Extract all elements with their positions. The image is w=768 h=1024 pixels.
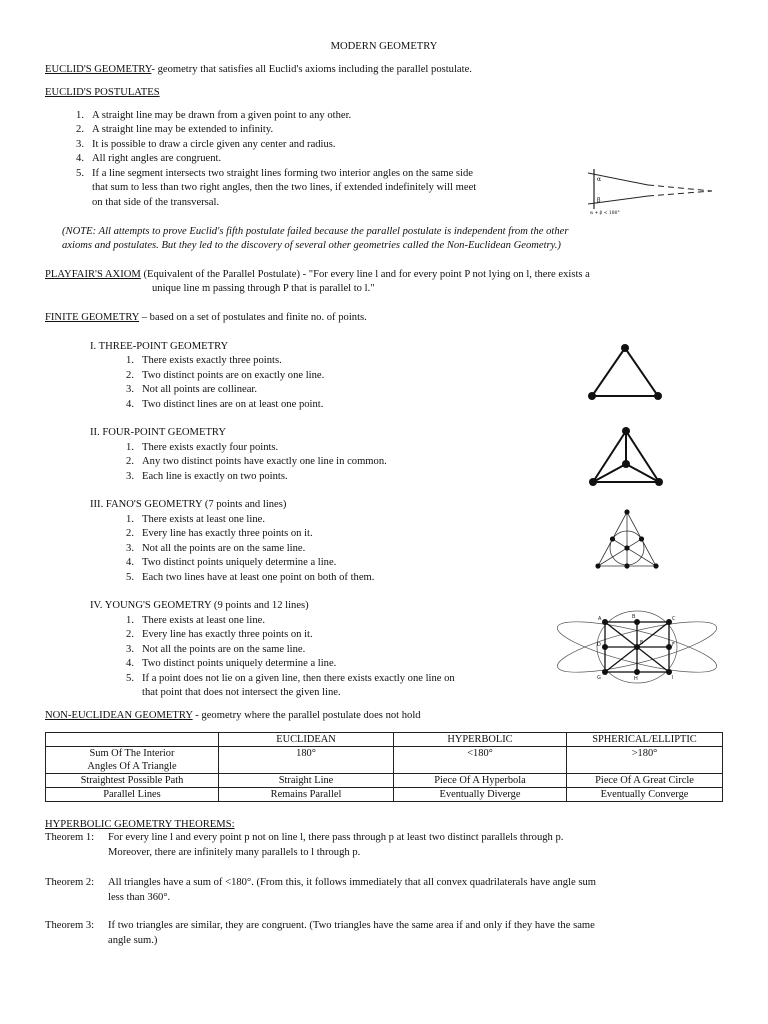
point-label-a: A xyxy=(598,616,602,622)
theorem-1-line-2: Moreover, there are infinitely many parallels to l through p. xyxy=(108,847,361,858)
note-line-1: (NOTE: All attempts to prove Euclid's fifth postulate failed because the parallel postulate is independent from the other xyxy=(62,226,569,237)
point-label-b: B xyxy=(632,614,636,620)
point-label-c: C xyxy=(672,616,676,622)
page-title: MODERN GEOMETRY xyxy=(330,41,438,52)
table-header-cell: HYPERBOLIC xyxy=(394,733,567,747)
table-cell: >180° xyxy=(567,747,723,774)
angle-sum-label: α + β < 180° xyxy=(590,211,620,216)
finite-definition xyxy=(45,311,367,326)
table-row xyxy=(46,788,723,802)
table-cell: Eventually Converge xyxy=(567,788,723,802)
table-header-cell: EUCLIDEAN xyxy=(219,733,394,747)
point-label-e: E xyxy=(640,640,644,646)
table-header-cell xyxy=(46,733,219,747)
parallel-postulate-diagram xyxy=(588,165,716,217)
table-cell: <180° xyxy=(394,747,567,774)
table-cell: Parallel Lines xyxy=(46,788,219,802)
table-header-cell: SPHERICAL/ELLIPTIC xyxy=(567,733,723,747)
beta-label: β xyxy=(597,197,601,204)
theorem-2-line-1: All triangles have a sum of <180°. (From this, it follows immediately that all convex quadrilaterals have angle sum xyxy=(108,877,596,888)
euclid-definition xyxy=(45,63,472,78)
table-row xyxy=(46,774,723,788)
table-cell: Straight Line xyxy=(219,774,394,788)
young-heading: IV. YOUNG'S GEOMETRY (9 points and 12 lines) xyxy=(90,600,309,611)
playfair-term: PLAYFAIR'S AXIOM xyxy=(45,269,141,280)
postulates-heading: EUCLID'S POSTULATES xyxy=(45,87,160,98)
euclid-def-text: - geometry that satisfies all Euclid's axioms including the parallel postulate. xyxy=(151,64,472,75)
table-row xyxy=(46,747,723,774)
young5-cont: that point that does not intersect the given line. xyxy=(142,687,341,698)
geometry-comparison-table xyxy=(45,732,723,802)
table-cell: Piece Of A Great Circle xyxy=(567,774,723,788)
euclid-term: EUCLID'S GEOMETRY xyxy=(45,64,152,75)
fano-heading: III. FANO'S GEOMETRY (7 points and lines) xyxy=(90,499,287,510)
point-label-f: F xyxy=(672,642,675,648)
playfair-line-2: unique line m passing through P that is parallel to l." xyxy=(152,283,375,294)
non-euclidean-def-text: - geometry where the parallel postulate does not hold xyxy=(192,710,421,721)
theorem-1-line-1: For every line l and every point p not on line l, there pass through p at least two distinct parallels through p. xyxy=(108,832,564,843)
three-point-diagram xyxy=(584,342,666,402)
point-label-g: G xyxy=(597,675,601,681)
theorem-2-line-2: less than 360°. xyxy=(108,892,171,903)
table-header-row xyxy=(46,733,723,747)
playfair-axiom xyxy=(45,268,590,283)
point-label-i: I xyxy=(672,675,674,681)
theorem-3-label: Theorem 3: xyxy=(45,920,95,931)
table-cell: 180° xyxy=(219,747,394,774)
postulate5-cont-2: on that side of the transversal. xyxy=(92,197,220,208)
non-euclidean-definition xyxy=(45,709,421,724)
playfair-line-1: (Equivalent of the Parallel Postulate) - "For every line l and for every point P not lying on l, there exists a xyxy=(140,269,590,280)
alpha-label: α xyxy=(597,176,602,183)
non-euclidean-term: NON-EUCLIDEAN GEOMETRY xyxy=(45,710,193,721)
theorem-3-line-2: angle sum.) xyxy=(108,935,158,946)
table-cell: Straightest Possible Path xyxy=(46,774,219,788)
fano-plane-diagram xyxy=(594,508,660,572)
postulate5-cont-1: that sum to less than two right angles, then the two lines, if extended indefinitely will meet xyxy=(92,182,477,193)
table-cell: Eventually Diverge xyxy=(394,788,567,802)
hyperbolic-heading: HYPERBOLIC GEOMETRY THEOREMS: xyxy=(45,819,235,830)
three-point-heading: I. THREE-POINT GEOMETRY xyxy=(90,341,229,352)
young-geometry-diagram xyxy=(554,606,720,688)
table-cell: Piece Of A Hyperbola xyxy=(394,774,567,788)
theorem-3-line-1: If two triangles are similar, they are congruent. (Two triangles have the same area if and only if they have the same xyxy=(108,920,595,931)
finite-def-text: – based on a set of postulates and finite no. of points. xyxy=(139,312,367,323)
theorem-2-label: Theorem 2: xyxy=(45,877,95,888)
four-point-heading: II. FOUR-POINT GEOMETRY xyxy=(90,427,227,438)
point-label-h: H xyxy=(634,676,638,682)
finite-term: FINITE GEOMETRY xyxy=(45,312,140,323)
four-point-diagram xyxy=(588,426,664,488)
point-label-d: D xyxy=(597,642,601,648)
note-line-2: axioms and postulates. But they led to the discovery of several other geometries called the Non-Euclidean Geometry.) xyxy=(62,240,561,251)
theorem-1-label: Theorem 1: xyxy=(45,832,95,843)
table-cell: Sum Of The Interior Angles Of A Triangle xyxy=(46,747,219,774)
table-cell: Remains Parallel xyxy=(219,788,394,802)
